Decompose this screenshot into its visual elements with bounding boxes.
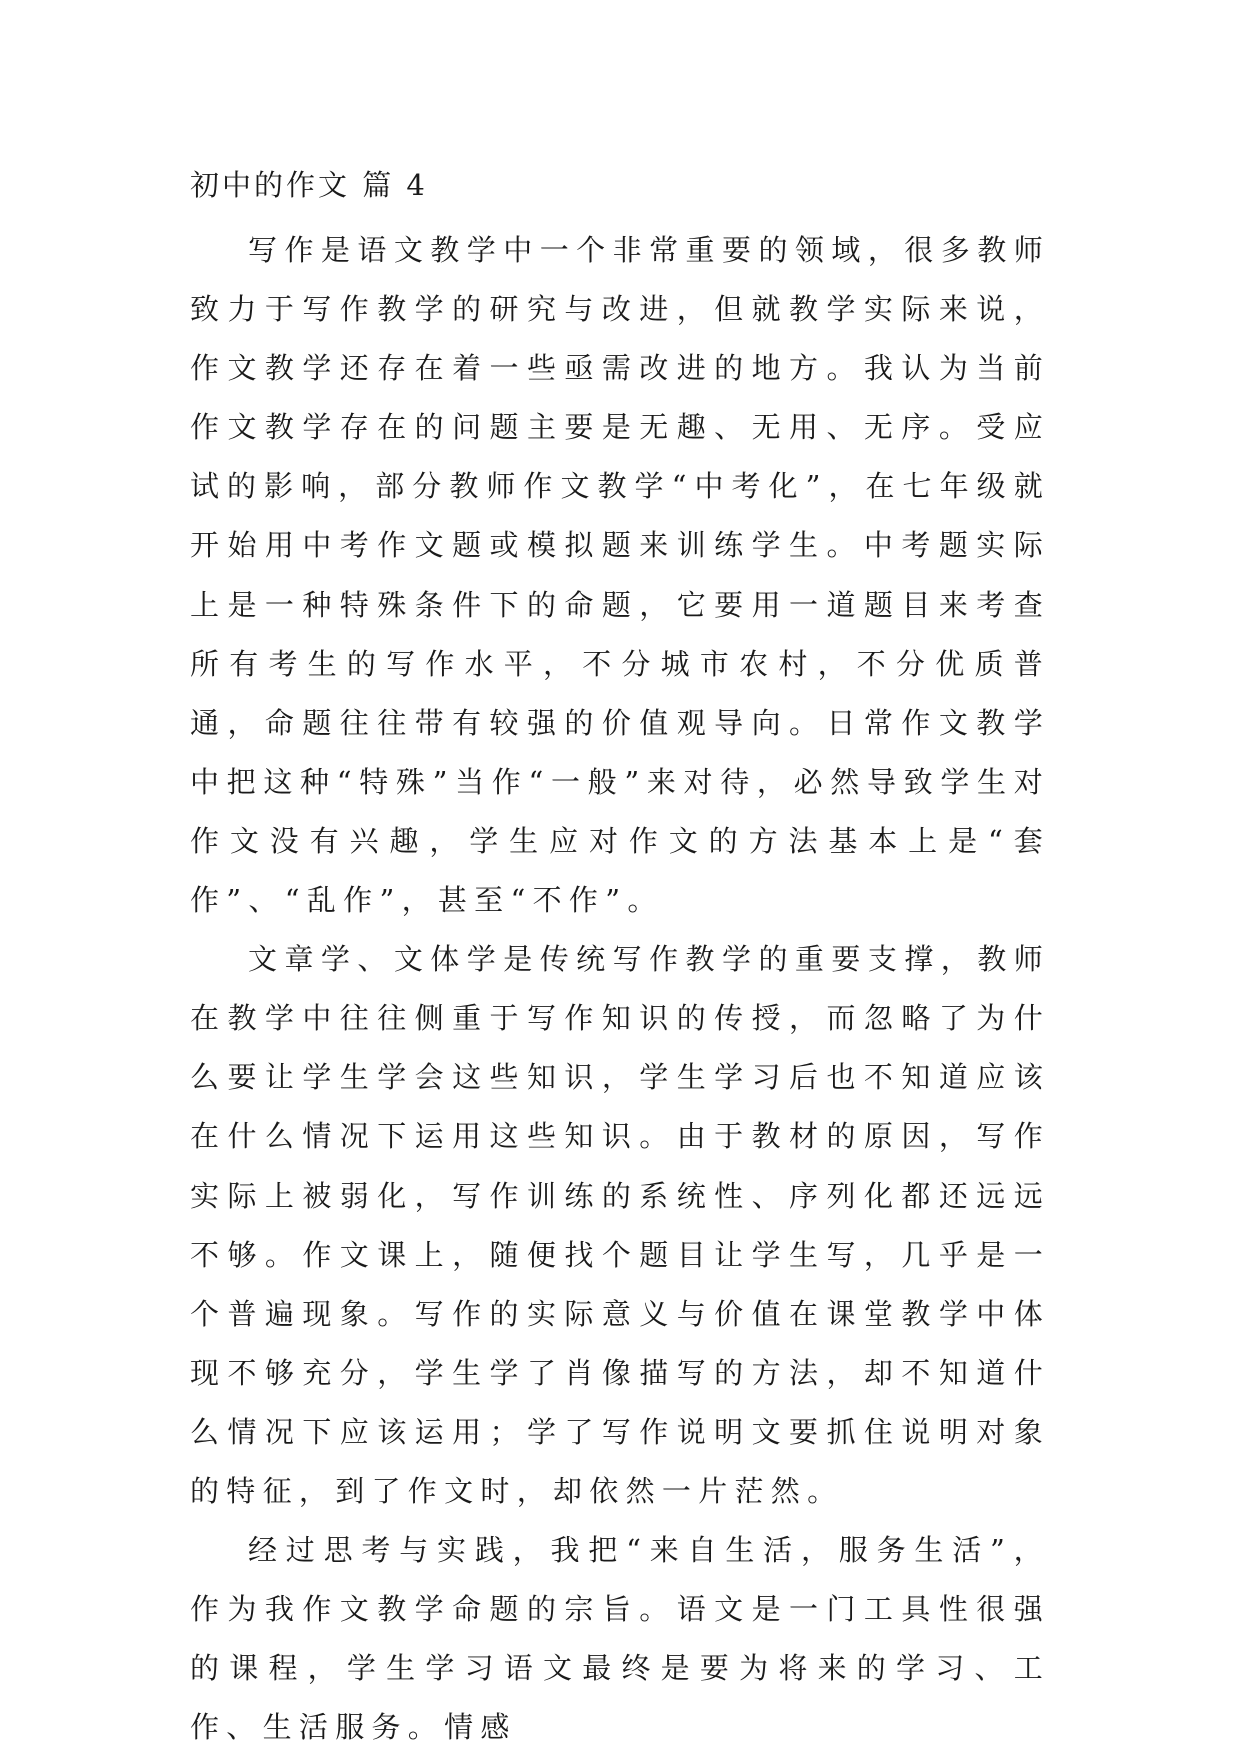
paragraph-2: 文章学、文体学是传统写作教学的重要支撑，教师在教学中往往侧重于写作知识的传授，而忽略了为什么要让学生学会这些知识，学生学习后也不知道应该在什么情况下运用这些知识。由于教材的原因，写作实际上被弱化，写作训练的系统性、序列化都还远远不够。作文课上，随便找个题目让学生写，几乎是一个普遍现象。写作的实际意义与价值在课堂教学中体现不够充分，学生学了肖像描写的方法，却不知道什么情况下应该运用；学了写作说明文要抓住说明对象的特征，到了作文时，却依然一片茫然。 bbox=[190, 942, 1050, 1508]
document-body bbox=[190, 221, 1050, 1757]
paragraph-3: 经过思考与实践，我把“来自生活，服务生活”，作为我作文教学命题的宗旨。语文是一门工具性很强的课程，学生学习语文最终是要为将来的学习、工作、生活服务。情感 bbox=[190, 1533, 1050, 1745]
paragraph-1: 写作是语文教学中一个非常重要的领域，很多教师致力于写作教学的研究与改进，但就教学实际来说，作文教学还存在着一些亟需改进的地方。我认为当前作文教学存在的问题主要是无趣、无用、无序。受应试的影响，部分教师作文教学“中考化”，在七年级就开始用中考作文题或模拟题来训练学生。中考题实际上是一种特殊条件下的命题，它要用一道题目来考查所有考生的写作水平，不分城市农村，不分优质普通，命题往往带有较强的价值观导向。日常作文教学中把这种“特殊”当作“一般”来对待，必然导致学生对作文没有兴趣，学生应对作文的方法基本上是“套作”、“乱作”，甚至“不作”。 bbox=[190, 233, 1050, 918]
document-title: 初中的作文 篇 4 bbox=[190, 168, 428, 202]
